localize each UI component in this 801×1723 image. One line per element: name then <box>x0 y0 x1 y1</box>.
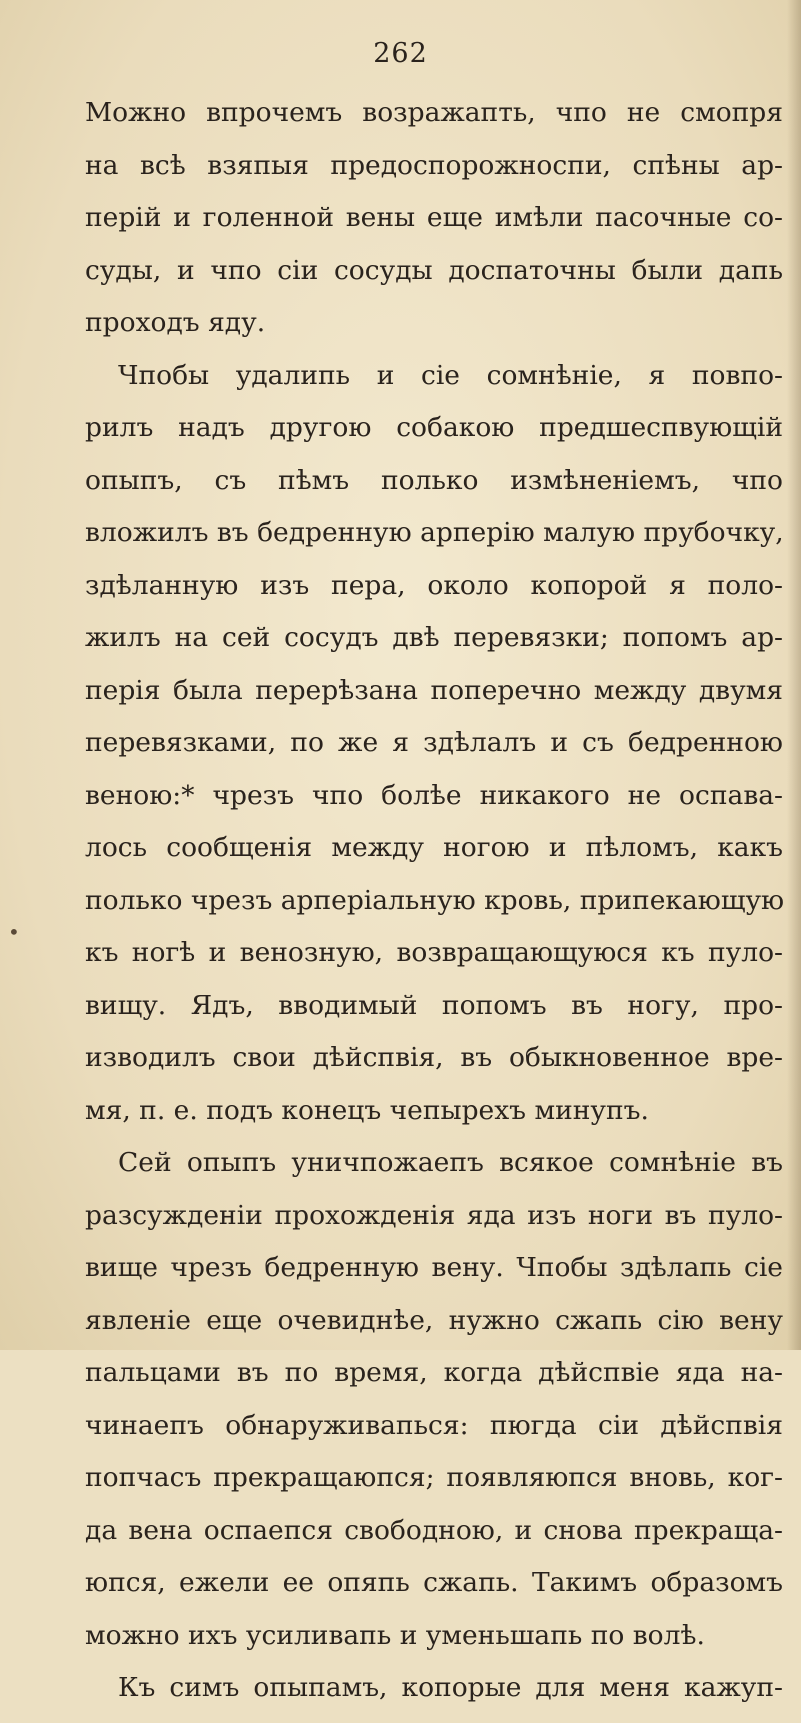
text-line: явленіе еще очевиднѣе, нужно сжапь сію вену <box>85 1304 783 1336</box>
text-line: полько чрезъ арперіальную кровь, припекающую <box>85 884 785 916</box>
text-line: перій и голенной вены еще имѣли пасочные со- <box>85 202 783 233</box>
text-line: лось сообщенія между ногою и пѣломъ, какъ <box>85 832 783 863</box>
body-text <box>85 95 783 1723</box>
text-line: перевязками, по же я здѣлалъ и съ бедренною <box>85 727 783 758</box>
text-line: Можно впрочемъ возражапть, чпо не смопря <box>85 97 783 128</box>
text-line: попчасъ прекращаюпся; появляюпся вновь, ког- <box>85 1462 783 1493</box>
text-line: вложилъ въ бедренную арперію малую прубочку, <box>85 517 784 548</box>
text-line: здѣланную изъ пера, около копорой я поло- <box>85 569 783 601</box>
text-line: проходъ яду. <box>85 307 266 338</box>
text-line: юпся, ежели ее опяпь сжапь. Такимъ образомъ <box>85 1567 783 1598</box>
text-line: вище чрезъ бедренную вену. Чпобы здѣлапь сіе <box>85 1252 783 1283</box>
text-line: пальцами въ по время, когда дѣйспвіе яда на- <box>85 1357 783 1388</box>
text-line: къ ногѣ и венозную, возвращающуюся къ пуло- <box>85 937 783 968</box>
page-edge-shadow <box>787 0 801 1350</box>
page-number: 262 <box>373 38 428 69</box>
text-line: перія была перерѣзана поперечно между двумя <box>85 674 783 706</box>
text-line: Сей опыпъ уничпожаепъ всякое сомнѣніе въ <box>118 1147 783 1178</box>
text-line: на всѣ взяпыя предоспорожноспи, спѣны ар- <box>85 149 783 181</box>
text-line: мя, п. е. подъ конецъ чепырехъ минупъ. <box>85 1094 649 1126</box>
text-line: можно ихъ усиливапь и уменьшапь по волѣ. <box>85 1619 705 1651</box>
text-line: суды, и чпо сіи сосуды доспаточны были дапь <box>85 254 783 286</box>
text-line: изводилъ свои дѣйспвія, въ обыкновенное вре- <box>85 1042 783 1073</box>
text-line: опыпъ, съ пѣмъ полько измѣненіемъ, чпо <box>85 464 783 496</box>
text-line: рилъ надъ другою собакою предшеспвующій <box>85 412 783 443</box>
text-line: разсужденіи прохожденія яда изъ ноги въ пуло- <box>85 1199 783 1231</box>
margin-mark: • <box>8 920 20 944</box>
text-line: да вена оспаепся свободною, и снова прекраща- <box>85 1514 783 1546</box>
text-line: веною:* чрезъ чпо болѣе никакого не оспава- <box>85 779 783 811</box>
text-line: чинаепъ обнаруживапься: пюгда сіи дѣйспвія <box>85 1409 783 1441</box>
text-line: Къ симъ опыпамъ, копорые для меня кажуп- <box>118 1672 783 1703</box>
text-line: жилъ на сей сосудъ двѣ перевязки; попомъ ар- <box>85 622 783 653</box>
text-line: вищу. Ядъ, вводимый попомъ въ ногу, про- <box>85 989 783 1021</box>
text-line: Чпобы удалипь и сіе сомнѣніе, я повпо- <box>118 359 783 391</box>
